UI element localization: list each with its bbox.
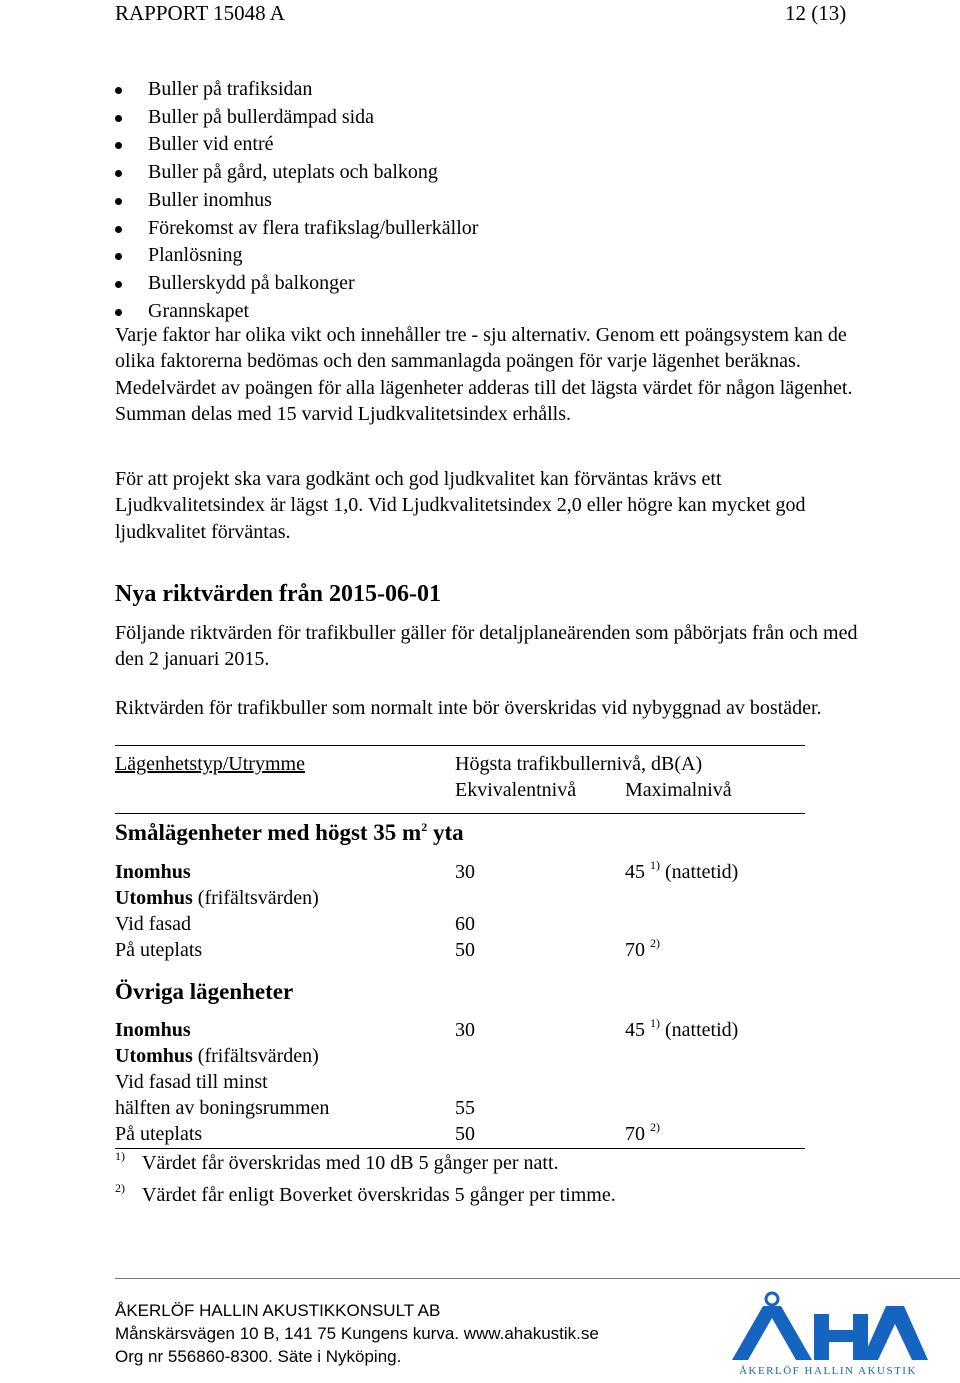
list-item: Buller vid entré bbox=[115, 131, 478, 159]
bullet-icon bbox=[115, 115, 122, 122]
table-row: På uteplats 50 70 $^{2)}$ bbox=[115, 1120, 660, 1145]
paragraph-factors: Varje faktor har olika vikt och innehåller tre - sju alternativ. Genom ett poängsystem kan de olika faktorerna bedömas och den sammanlagda poängen för varje lägenhet beräknas. Medelvärdet av poängen för alla lägenheter adderas till det lägsta värdet för någon lägenhet. Summan delas med 15 varvid Ljudkvalitetsindex erhålls. bbox=[115, 324, 853, 425]
list-item: Förekomst av flera trafikslag/bullerkällor bbox=[115, 215, 478, 243]
list-item: Planlösning bbox=[115, 242, 478, 270]
list-item: Buller inomhus bbox=[115, 187, 478, 215]
list-item: Buller på trafiksidan bbox=[115, 76, 478, 104]
list-item: Buller på gård, uteplats och balkong bbox=[115, 159, 478, 187]
bullet-icon bbox=[115, 87, 122, 94]
table-row: Utomhus (frifältsvärden) bbox=[115, 1045, 319, 1067]
table-header-rule bbox=[115, 813, 805, 814]
paragraph-intro: Följande riktvärden för trafikbuller gäller för detaljplaneärenden som påbörjats från och med den 2 januari 2015. bbox=[115, 622, 858, 671]
table-top-rule bbox=[115, 745, 805, 746]
table-row: Vid fasad 60 bbox=[115, 913, 475, 935]
bullet-icon bbox=[115, 142, 122, 149]
company-logo bbox=[728, 1290, 928, 1378]
paragraph-criteria: För att projekt ska vara godkänt och god ljudkvalitet kan förväntas krävs ett Ljudkvalitetsindex är lägst 1,0. Vid Ljudkvalitetsindex 2,0 eller högre kan mycket god ljudkvalitet förväntas. bbox=[115, 468, 806, 543]
logo-icon bbox=[728, 1290, 928, 1378]
section-other-apartments: Övriga lägenheter bbox=[115, 979, 294, 1004]
bullet-icon bbox=[115, 309, 122, 316]
footer-org: Org nr 556860-8300. Säte i Nyköping. bbox=[115, 1347, 402, 1366]
col-header-maximum: Maximalnivå bbox=[625, 779, 732, 801]
list-item: Grannskapet bbox=[115, 298, 478, 326]
page-number: 12 (13) bbox=[785, 1, 847, 25]
section-small-apartments: Smålägenheter med högst 35 $m^2$ yta bbox=[115, 820, 464, 845]
factor-list bbox=[115, 76, 478, 325]
table-row: Vid fasad till minst bbox=[115, 1071, 268, 1093]
col-header-type: Lägenhetstyp/Utrymme bbox=[115, 753, 305, 775]
list-item: Buller på bullerdämpad sida bbox=[115, 104, 478, 132]
list-item: Bullerskydd på balkonger bbox=[115, 270, 478, 298]
col-header-equivalent: Ekvivalentnivå bbox=[455, 779, 577, 801]
table-bottom-rule bbox=[115, 1148, 805, 1149]
bullet-icon bbox=[115, 198, 122, 205]
bullet-icon bbox=[115, 170, 122, 177]
bullet-icon bbox=[115, 226, 122, 233]
table-row: Inomhus 30 45 $^{1)}$ (nattetid) bbox=[115, 1016, 739, 1041]
table-row: Utomhus (frifältsvärden) bbox=[115, 887, 319, 909]
table-row: hälften av boningsrummen 55 bbox=[115, 1097, 475, 1119]
footnote-1: $^{1)}$ Värdet får överskridas med 10 dB 5 gånger per natt. bbox=[115, 1149, 559, 1174]
bullet-icon bbox=[115, 281, 122, 288]
svg-text:ÅKERLÖF HALLIN AKUSTIK: ÅKERLÖF HALLIN AKUSTIK bbox=[739, 1365, 917, 1377]
footer-company: ÅKERLÖF HALLIN AKUSTIKKONSULT AB bbox=[115, 1301, 441, 1320]
table-row: På uteplats 50 70 $^{2)}$ bbox=[115, 936, 660, 961]
col-group-header: Högsta trafikbullernivå, dB(A) bbox=[455, 753, 703, 775]
footer-rule bbox=[115, 1278, 960, 1279]
paragraph-table-intro: Riktvärden för trafikbuller som normalt inte bör överskridas vid nybyggnad av bostäder. bbox=[115, 697, 822, 719]
bullet-icon bbox=[115, 253, 122, 260]
table-row: Inomhus 30 45 $^{1)}$ (nattetid) bbox=[115, 858, 739, 883]
footnote-2: $^{2)}$ Värdet får enligt Boverket överskridas 5 gånger per timme. bbox=[115, 1181, 616, 1206]
report-id: RAPPORT 15048 A bbox=[115, 1, 285, 25]
section-heading: Nya riktvärden från 2015-06-01 bbox=[115, 581, 441, 607]
footer-address: Månskärsvägen 10 B, 141 75 Kungens kurva. www.ahakustik.se bbox=[115, 1324, 599, 1343]
